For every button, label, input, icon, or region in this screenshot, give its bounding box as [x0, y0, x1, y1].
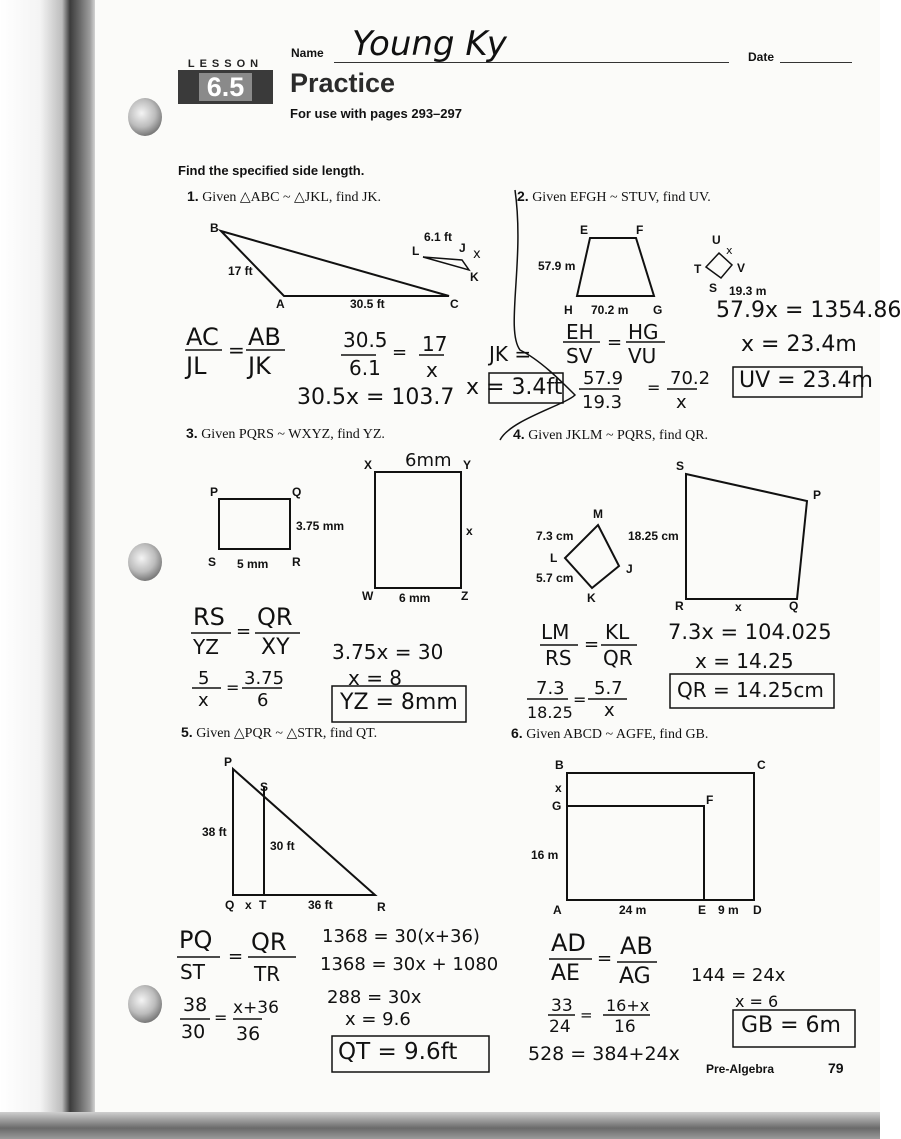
work: QR: [251, 928, 287, 956]
fig-label: G: [552, 799, 562, 813]
work: 3.75x = 30: [332, 640, 444, 664]
work: YZ: [193, 635, 219, 659]
fig-label: R: [377, 900, 386, 914]
lesson-number: 6.5: [199, 73, 253, 101]
quadrilateral-pqrs: [686, 474, 807, 599]
work: AE: [551, 961, 580, 986]
fig-label: 30.5 ft: [350, 297, 385, 311]
work: 70.2: [670, 368, 711, 389]
work: 36: [236, 1023, 261, 1045]
work: 30.5: [343, 328, 388, 352]
page-subtitle: For use with pages 293–297: [290, 106, 462, 121]
work: KL: [605, 620, 630, 644]
fig-label: 6 mm: [399, 591, 431, 605]
problem-number: 3.: [186, 425, 198, 441]
fig-label: x: [555, 781, 562, 795]
work: 57.9: [583, 368, 624, 389]
problem-prompt: Given ABCD ~ AGFE, find GB.: [526, 727, 709, 742]
fig-label: E: [698, 903, 707, 917]
work: =: [228, 338, 245, 362]
work: 5.7: [594, 678, 623, 699]
lesson-label: LESSON: [187, 58, 264, 70]
work: =: [228, 946, 244, 967]
answer-3: YZ = 8mm: [340, 690, 458, 715]
fig-label: Q: [789, 599, 799, 613]
fig-label: V: [737, 261, 746, 275]
work: 3.75: [244, 668, 285, 689]
work: 144 = 24x: [691, 965, 786, 986]
problem-prompt: Given EFGH ~ STUV, find UV.: [532, 190, 711, 205]
fig-label: 70.2 m: [591, 303, 629, 317]
page-title: Practice: [290, 68, 396, 98]
fig-label: H: [564, 303, 573, 317]
work: =: [647, 378, 661, 397]
work: VU: [628, 344, 657, 368]
fig-label: 6.1 ft: [424, 230, 453, 244]
work: JK =: [489, 342, 532, 366]
work: 24: [549, 1017, 571, 1037]
fig-label: Q: [292, 485, 302, 499]
work: 16: [614, 1017, 636, 1037]
work: =: [236, 621, 252, 642]
fig-label: 36 ft: [308, 898, 333, 912]
work: SV: [566, 344, 593, 368]
work: AC: [186, 323, 219, 351]
fig-label: S: [208, 555, 217, 569]
fig-label: S: [676, 459, 685, 473]
fig-label: U: [712, 233, 721, 247]
work: HG: [628, 320, 659, 344]
work: 6: [257, 690, 269, 711]
answer-5: QT = 9.6ft: [338, 1039, 458, 1065]
problem-prompt: Given △PQR ~ △STR, find QT.: [196, 726, 378, 741]
fig-label: x: [735, 600, 742, 614]
work: x = 6: [735, 992, 779, 1011]
work: 288 = 30x: [327, 987, 422, 1008]
fig-label: A: [276, 297, 285, 311]
work: RS: [193, 603, 225, 631]
answer-6: GB = 6m: [741, 1013, 841, 1038]
work: =: [597, 948, 613, 969]
date-label: Date: [748, 50, 775, 64]
fig-label: F: [636, 223, 644, 237]
problem-prompt: Given PQRS ~ WXYZ, find YZ.: [201, 427, 385, 442]
fig-label: 18.25 cm: [628, 529, 679, 543]
problem-prompt: Given △ABC ~ △JKL, find JK.: [202, 190, 382, 205]
fig-label: 9 m: [718, 903, 739, 917]
fig-label: 30 ft: [270, 839, 295, 853]
fig-label: 7.3 cm: [536, 529, 574, 543]
work: x: [604, 700, 615, 721]
answer-4: QR = 14.25cm: [677, 678, 824, 702]
work: x = 23.4m: [741, 332, 857, 357]
rectangle-pqrs: [219, 499, 290, 549]
problem-number: 6.: [511, 725, 523, 741]
fig-label: A: [553, 903, 562, 917]
work: 30: [181, 1021, 206, 1043]
work: 16+x: [606, 996, 650, 1015]
fig-label: G: [653, 303, 663, 317]
fig-label: 17 ft: [228, 264, 253, 278]
fig-label: Y: [463, 458, 472, 472]
fig-label: R: [675, 599, 684, 613]
work: PQ: [179, 926, 213, 954]
instructions: Find the specified side length.: [178, 163, 365, 178]
fig-label: x: [726, 244, 733, 257]
work: =: [584, 634, 600, 655]
work: 6.1: [349, 356, 381, 380]
fig-label: 19.3 m: [729, 284, 767, 298]
fig-label: C: [450, 297, 459, 311]
footer-book-title: Pre-Algebra: [706, 1062, 775, 1076]
fig-label: C: [757, 758, 766, 772]
work: 1368 = 30x + 1080: [320, 954, 499, 975]
work: ST: [180, 960, 205, 984]
fig-label: P: [224, 755, 233, 769]
fig-label: x: [245, 898, 252, 912]
work: XY: [261, 635, 290, 660]
triangle-abc: [221, 231, 449, 296]
work: EH: [566, 320, 594, 344]
fig-label: x: [473, 247, 481, 262]
fig-label: B: [210, 221, 219, 235]
fig-label: S: [260, 780, 269, 794]
fig-label: 5.7 cm: [536, 571, 574, 585]
name-value: Young Ky: [352, 24, 507, 64]
fig-label: R: [292, 555, 301, 569]
answer-2: UV = 23.4m: [739, 368, 873, 393]
rectangle-wxyz: [375, 472, 461, 588]
triangle-pqr: [233, 769, 375, 895]
work: x+36: [233, 998, 279, 1018]
fig-label: X: [364, 458, 373, 472]
fig-label: K: [587, 591, 596, 605]
rectangle-abcd: [567, 773, 754, 900]
work: LM: [541, 620, 570, 644]
work: AG: [619, 964, 651, 989]
fig-label: T: [259, 898, 267, 912]
fig-label: 24 m: [619, 903, 647, 917]
fig-label: T: [694, 262, 702, 276]
fig-label: K: [470, 270, 479, 284]
name-label: Name: [291, 46, 324, 60]
fig-label: J: [459, 241, 466, 255]
work: =: [607, 332, 623, 353]
problem-number: 2.: [517, 188, 529, 204]
problem-prompt: Given JKLM ~ PQRS, find QR.: [528, 428, 709, 443]
work: 528 = 384+24x: [528, 1043, 680, 1065]
work: 1368 = 30(x+36): [322, 926, 480, 947]
fig-label: 57.9 m: [538, 259, 576, 273]
quadrilateral-efgh: [577, 238, 654, 296]
work: x: [426, 358, 438, 382]
fig-label: Q: [225, 898, 235, 912]
fig-label: x: [466, 524, 473, 538]
work: 18.25: [527, 703, 573, 722]
fig-label: 3.75 mm: [296, 519, 345, 533]
work: 57.9x = 1354.86: [716, 298, 901, 323]
work: =: [214, 1008, 228, 1027]
work: 5: [198, 668, 210, 689]
fig-label: P: [813, 488, 822, 502]
answer-1: x = 3.4ft: [466, 375, 563, 400]
work: JK: [248, 352, 271, 380]
fig-label: J: [626, 562, 633, 576]
work: x: [676, 392, 687, 413]
fig-label: 5 mm: [237, 557, 269, 571]
work: 7.3: [536, 678, 565, 699]
triangle-jkl: [423, 257, 469, 270]
fig-label: B: [555, 758, 564, 772]
work: 19.3: [582, 392, 623, 413]
fig-label: 38 ft: [202, 825, 227, 839]
problem-number: 5.: [181, 724, 193, 740]
fig-label: L: [550, 551, 558, 565]
fig-label: P: [210, 485, 219, 499]
work: RS: [545, 646, 572, 670]
work: x = 8: [348, 666, 403, 690]
fig-label: E: [580, 223, 589, 237]
work: x = 9.6: [345, 1009, 411, 1030]
work: =: [392, 342, 408, 363]
fig-label: W: [362, 589, 374, 603]
work: 33: [551, 996, 573, 1016]
work: x = 14.25: [695, 649, 794, 673]
work: =: [573, 690, 587, 709]
fig-label: L: [412, 244, 420, 258]
work: QR: [603, 646, 633, 670]
work: AD: [551, 929, 586, 957]
fig-label: 16 m: [531, 848, 559, 862]
work: =: [580, 1006, 593, 1024]
work: QR: [257, 603, 293, 631]
fig-label: S: [709, 281, 718, 295]
work: 7.3x = 104.025: [668, 620, 832, 644]
work: =: [226, 678, 240, 697]
work: JL: [186, 352, 207, 380]
fig-label: M: [593, 507, 603, 521]
work: AB: [248, 323, 281, 351]
work: 38: [183, 994, 208, 1016]
fig-label: D: [753, 903, 762, 917]
fig-label: F: [706, 793, 714, 807]
problem-number: 1.: [187, 188, 199, 204]
problem-number: 4.: [513, 426, 525, 442]
work: AB: [620, 932, 653, 960]
work: 17: [422, 332, 448, 356]
work: 30.5x = 103.7: [297, 385, 455, 410]
rectangle-agfe: [567, 806, 704, 900]
page-number: 79: [828, 1060, 844, 1076]
fig-label: Z: [461, 589, 469, 603]
fig-label: 6mm: [405, 450, 452, 471]
work: TR: [254, 962, 281, 986]
work: x: [198, 690, 209, 711]
